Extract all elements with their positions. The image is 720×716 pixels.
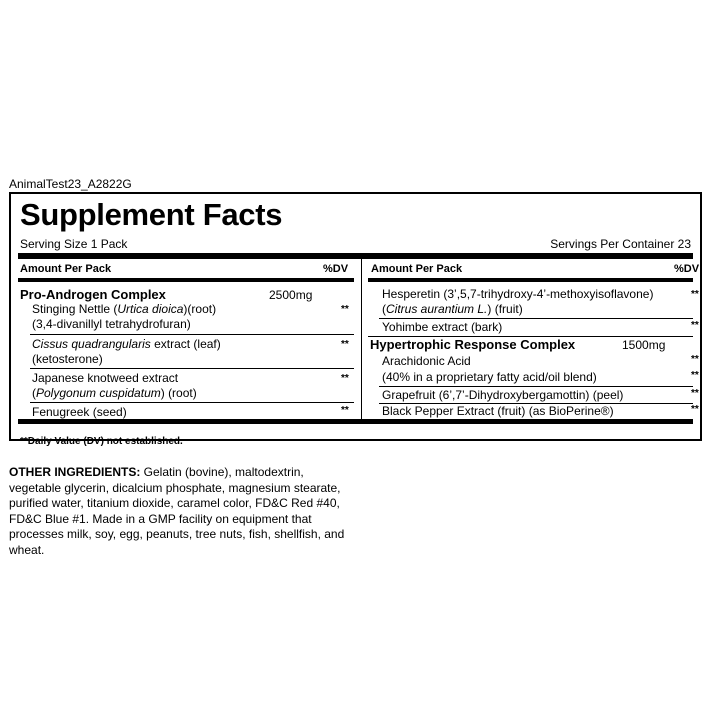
list-item: Black Pepper Extract (fruit) (as BioPerine®) xyxy=(382,404,614,418)
right-dv-header: %DV xyxy=(674,263,700,275)
right-header-rule xyxy=(368,278,693,282)
row-divider xyxy=(379,318,693,319)
list-item: Japanese knotweed extract (Polygonum cuspidatum) (root) xyxy=(32,371,197,400)
list-item: Fenugreek (seed) xyxy=(32,405,127,419)
list-item: Hesperetin (3’,5,7-trihydroxy-4’-methoxyisoflavone) (Citrus aurantium L.) (fruit) xyxy=(382,287,654,316)
list-item: Stinging Nettle (Urtica dioica)(root) (3,4-divanillyl tetrahydrofuran) xyxy=(32,302,217,331)
list-item: Arachidonic Acid xyxy=(382,354,471,368)
other-ingredients xyxy=(9,465,359,558)
column-divider xyxy=(361,256,362,419)
dv-value: ** xyxy=(341,373,349,384)
dv-value: ** xyxy=(691,354,699,365)
pro-androgen-complex: Pro-Androgen Complex xyxy=(20,287,166,302)
list-item: Yohimbe extract (bark) xyxy=(382,320,503,334)
dv-value: ** xyxy=(341,405,349,416)
row-divider xyxy=(379,386,693,387)
dv-value: ** xyxy=(691,320,699,331)
dv-value: ** xyxy=(691,370,699,381)
hypertrophic-amount: 1500mg xyxy=(622,338,666,352)
footnote: **Daily Value (DV) not established. xyxy=(20,436,183,447)
dv-value: ** xyxy=(691,388,699,399)
list-item: Cissus quadrangularis extract (leaf) (ketosterone) xyxy=(32,337,221,366)
dv-value: ** xyxy=(341,339,349,350)
thick-divider xyxy=(18,419,693,424)
thick-divider xyxy=(18,253,693,259)
serving-size: Serving Size 1 Pack xyxy=(20,237,128,251)
left-amount-header: Amount Per Pack xyxy=(20,263,112,275)
pro-androgen-amount: 2500mg xyxy=(269,288,313,302)
list-item: Grapefruit (6’,7’-Dihydroxybergamottin) (peel) xyxy=(382,388,624,402)
right-amount-header: Amount Per Pack xyxy=(371,263,463,275)
dv-value: ** xyxy=(691,289,699,300)
row-divider xyxy=(30,334,354,335)
other-ingredients-text: Gelatin (bovine), maltodextrin, vegetable glycerin, dicalcium phosphate, magnesium stearate, purified water, titanium dioxide, caramel color, FD&C Red #40, FD&C Blue #1. Made in a GMP facility on equipment that processes milk, soy, egg, peanuts, tree nuts, fish, shellfish, and wheat. xyxy=(9,465,345,557)
dv-value: ** xyxy=(341,304,349,315)
hypertrophic-response-complex: Hypertrophic Response Complex xyxy=(370,337,576,352)
dv-value: ** xyxy=(691,404,699,415)
file-label: AnimalTest23_A2822G xyxy=(9,177,132,191)
panel-title: Supplement Facts xyxy=(20,197,283,232)
list-item: (40% in a proprietary fatty acid/oil blend) xyxy=(382,370,597,384)
row-divider xyxy=(30,402,354,403)
supplement-facts-panel xyxy=(9,192,702,447)
left-header-rule xyxy=(18,278,354,282)
other-ingredients-label: OTHER INGREDIENTS: xyxy=(9,465,141,479)
left-dv-header: %DV xyxy=(323,263,349,275)
servings-per-container: Servings Per Container 23 xyxy=(550,237,691,251)
row-divider xyxy=(30,368,354,369)
